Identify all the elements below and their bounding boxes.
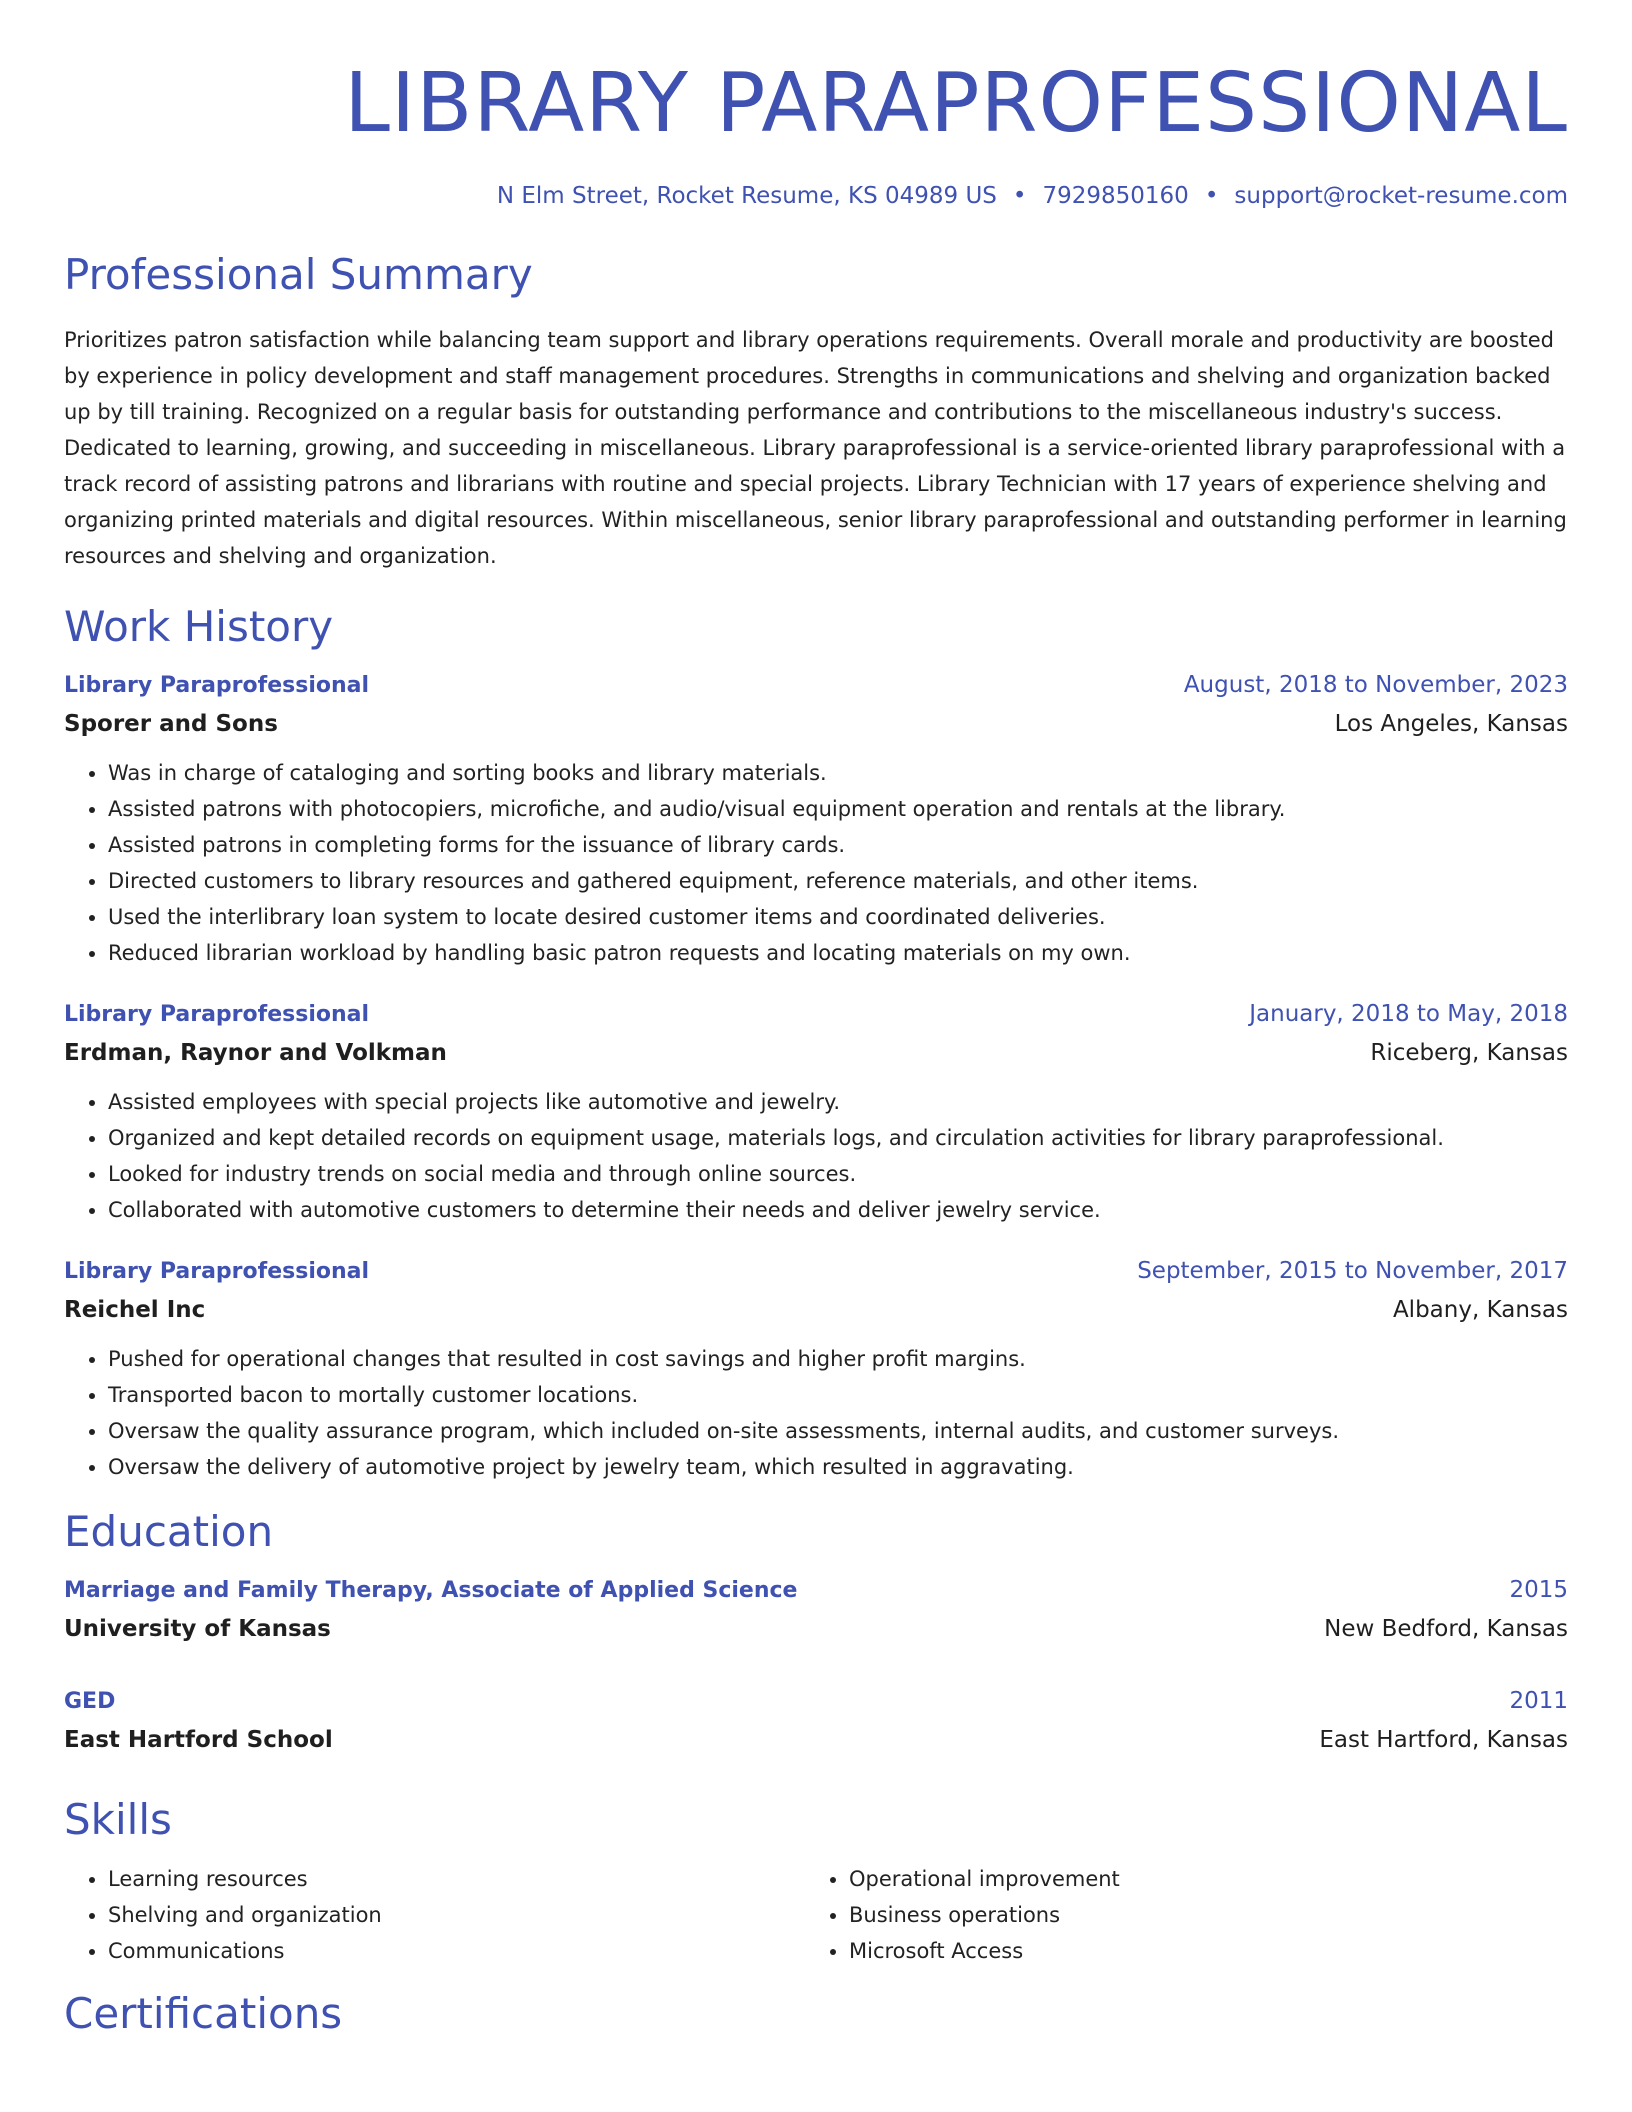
skill-item: • Learning resources (108, 1861, 805, 1897)
job-bullet: • Used the interlibrary loan system to locate desired customer items and coordinated deliveries. (108, 899, 1568, 935)
job-dates: January, 2018 to May, 2018 (1249, 1001, 1568, 1027)
skills-heading: Skills (64, 1795, 172, 1844)
job-bullet: • Assisted employees with special projects like automotive and jewelry. (108, 1084, 1568, 1120)
job-company: Erdman, Raynor and Volkman (64, 1040, 447, 1066)
contact-address: N Elm Street, Rocket Resume, KS 04989 US (496, 183, 997, 209)
education-header-row (64, 1682, 1568, 1721)
contact-phone: 7929850160 (1042, 183, 1189, 209)
job-bullet: • Oversaw the quality assurance program, which included on-site assessments, internal audits, and customer surveys. (108, 1413, 1568, 1449)
skill-item: • Microsoft Access (849, 1933, 1546, 1969)
skill-item: • Communications (108, 1933, 805, 1969)
skills-list-right (805, 1861, 1546, 1969)
resume-page (64, 0, 1568, 2039)
job-bullet: • Pushed for operational changes that resulted in cost savings and higher profit margins. (108, 1341, 1568, 1377)
resume-name: LIBRARY PARAPROFESSIONAL (344, 56, 1568, 151)
job-bullet: • Transported bacon to mortally customer locations. (108, 1377, 1568, 1413)
job-bullet-list (64, 1341, 1568, 1485)
job-location: Los Angeles, Kansas (1334, 711, 1568, 737)
job-bullet: • Organized and kept detailed records on equipment usage, materials logs, and circulation activities for library paraprofessional. (108, 1120, 1568, 1156)
contact-separator: • (1012, 183, 1027, 209)
education-entry (64, 1682, 1568, 1759)
education-degree: GED (64, 1689, 116, 1714)
job-company-row (64, 705, 1568, 743)
education-year: 2015 (1509, 1577, 1568, 1603)
education-school: East Hartford School (64, 1727, 333, 1753)
education-year: 2011 (1509, 1688, 1568, 1714)
job-bullet-list (64, 1084, 1568, 1228)
contact-line (64, 180, 1568, 212)
job-company-row (64, 1291, 1568, 1329)
summary-text: Prioritizes patron satisfaction while balancing team support and library operations requirements. Overall morale and productivity are boosted by experience in policy development and staff management procedures. Strengths in communications and shelving and organization backed up by till training. Recognized on a regular basis for outstanding performance and contributions to the miscellaneous industry's success. Dedicated to learning, growing, and succeeding in miscellaneous. Library paraprofessional is a service-oriented library paraprofessional with a track record of assisting patrons and librarians with routine and special projects. Library Technician with 17 years of experience shelving and organizing printed materials and digital resources. Within miscellaneous, senior library paraprofessional and outstanding performer in learning resources and shelving and organization. (64, 328, 1567, 568)
job-bullet: • Oversaw the delivery of automotive project by jewelry team, which resulted in aggravating. (108, 1449, 1568, 1485)
skill-item: • Business operations (849, 1897, 1546, 1933)
job-company: Sporer and Sons (64, 711, 278, 737)
job-entry (64, 995, 1568, 1228)
skill-item: • Shelving and organization (108, 1897, 805, 1933)
job-location: Riceberg, Kansas (1370, 1040, 1568, 1066)
work-history-heading: Work History (64, 602, 334, 651)
job-bullet: • Was in charge of cataloging and sorting books and library materials. (108, 755, 1568, 791)
skill-item: • Operational improvement (849, 1861, 1546, 1897)
job-entry (64, 666, 1568, 971)
education-header-row (64, 1571, 1568, 1610)
contact-separator: • (1204, 183, 1219, 209)
job-entry (64, 1252, 1568, 1485)
education-school: University of Kansas (64, 1616, 331, 1642)
job-title: Library Paraprofessional (64, 1002, 370, 1027)
job-location: Albany, Kansas (1392, 1297, 1568, 1323)
summary-heading: Professional Summary (64, 250, 533, 299)
education-school-row (64, 1610, 1568, 1648)
job-bullet: • Directed customers to library resources and gathered equipment, reference materials, and other items. (108, 863, 1568, 899)
education-school-row (64, 1721, 1568, 1759)
skills-columns (64, 1861, 1568, 1969)
education-location: New Bedford, Kansas (1324, 1616, 1568, 1642)
education-degree: Marriage and Family Therapy, Associate of Applied Science (64, 1578, 798, 1603)
job-title: Library Paraprofessional (64, 1259, 370, 1284)
job-bullet: • Looked for industry trends on social media and through online sources. (108, 1156, 1568, 1192)
job-bullet: • Reduced librarian workload by handling basic patron requests and locating materials on my own. (108, 935, 1568, 971)
job-bullet: • Assisted patrons in completing forms for the issuance of library cards. (108, 827, 1568, 863)
education-entry (64, 1571, 1568, 1648)
job-bullet: • Collaborated with automotive customers to determine their needs and deliver jewelry service. (108, 1192, 1568, 1228)
education-heading: Education (64, 1507, 274, 1556)
contact-email: support@rocket-resume.com (1234, 183, 1568, 209)
job-dates: September, 2015 to November, 2017 (1137, 1258, 1568, 1284)
job-title: Library Paraprofessional (64, 673, 370, 698)
job-bullet: • Assisted patrons with photocopiers, microfiche, and audio/visual equipment operation and rentals at the library. (108, 791, 1568, 827)
job-bullet-list (64, 755, 1568, 971)
job-header-row (64, 995, 1568, 1034)
job-dates: August, 2018 to November, 2023 (1183, 672, 1568, 698)
job-company-row (64, 1034, 1568, 1072)
skills-list-left (64, 1861, 805, 1969)
job-header-row (64, 1252, 1568, 1291)
job-header-row (64, 666, 1568, 705)
job-company: Reichel Inc (64, 1297, 206, 1323)
certifications-heading: Certifications (64, 1989, 343, 2038)
education-location: East Hartford, Kansas (1319, 1727, 1568, 1753)
